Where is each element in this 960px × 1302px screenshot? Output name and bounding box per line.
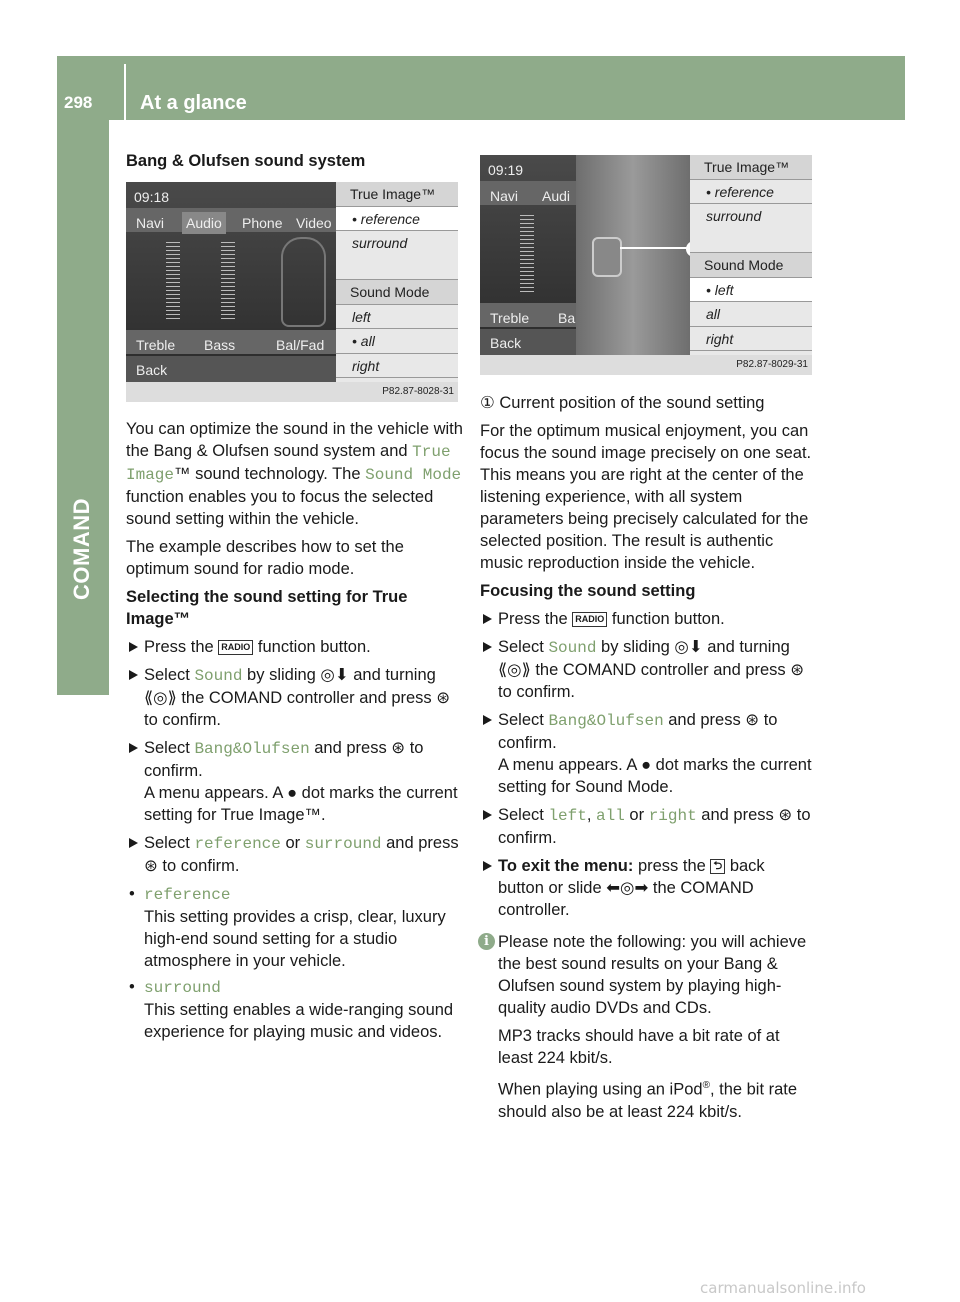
section-label: COMAND: [69, 498, 94, 600]
step: To exit the menu: press the ⮌ back button or slide ⬅◎➡ the COMAND controller.: [480, 855, 815, 921]
tab-navi: Navi: [136, 215, 165, 231]
screen-time: 09:18: [134, 189, 170, 205]
screen-figure-2: [480, 155, 812, 375]
section-tab: [57, 120, 109, 695]
tab-audio: Audi: [542, 188, 571, 204]
info-note: i Please note the following: you will achieve the best sound results on your Bang & Olufsen sound system by playing high-quality audio DVDs and CDs. MP3 tracks should have a bit rate of at least 224 kbit/s. When playing using an iPod®, the bit rate should also be at least 224 kbit/s.: [480, 931, 815, 1123]
control-balfad: Bal/Fad: [276, 337, 325, 353]
figure-caption: P82.87-8029-31: [480, 355, 812, 375]
screen-figure-1: [126, 182, 458, 402]
tab-audio: Audio: [182, 212, 226, 234]
figure-caption: P82.87-8028-31: [126, 382, 458, 402]
back-label: Back: [136, 362, 168, 378]
page-number: 298: [64, 93, 93, 112]
step: Select Sound by sliding ◎⬇ and turning ⟪◎⟫ the COMAND controller and press ⊛ to confirm.: [126, 664, 464, 731]
tab-phone: Phone: [242, 215, 283, 231]
treble-slider: [166, 242, 180, 322]
tab-video: Video: [296, 215, 332, 231]
header-divider: [124, 64, 126, 120]
control-bass: Bass: [204, 337, 236, 353]
step: Select Bang&Olufsen and press ⊛ to confirm. A menu appears. A ● dot marks the current setting for True Image™.: [126, 737, 464, 826]
bass-slider: [221, 242, 235, 322]
seat-position-icon: [592, 237, 622, 277]
screen-menu: True Image™ • reference surround Sound Mode • left all right: [690, 155, 812, 355]
screen-menu: True Image™ • reference surround Sound Mode left • all right: [336, 182, 458, 382]
step: Select left, all or right and press ⊛ to confirm.: [480, 804, 815, 849]
info-icon: i: [478, 933, 495, 950]
step: Press the RADIO function button.: [126, 636, 464, 658]
bullet-item: • surround This setting enables a wide-ranging sound experience for playing music and videos.: [126, 976, 464, 1043]
step: Select reference or surround and press ⊛ to confirm.: [126, 832, 464, 877]
car-outline: [281, 237, 326, 327]
step: Select Bang&Olufsen and press ⊛ to confirm. A menu appears. A ● dot marks the current setting for Sound Mode.: [480, 709, 815, 798]
treble-slider: [520, 215, 534, 295]
section-heading: Bang & Olufsen sound system: [126, 152, 366, 170]
control-bass: Ba: [558, 310, 576, 326]
control-treble: Treble: [490, 310, 530, 326]
intro-paragraph: You can optimize the sound in the vehicle with the Bang & Olufsen sound system and True Image™ sound technology. The Sound Mode function enables you to focus the selected sound setting within the vehicle.: [126, 420, 463, 528]
example-paragraph: The example describes how to set the optimum sound for radio mode.: [126, 538, 404, 578]
control-treble: Treble: [136, 337, 176, 353]
subheading: Selecting the sound setting for True Image™: [126, 588, 408, 628]
description-paragraph: For the optimum musical enjoyment, you can focus the sound image precisely on one seat. This means you are right at the center of the listening experience, with all system parameters being precisely calculated for the selected position. The result is authentic music reproduction inside the vehicle.: [480, 422, 812, 572]
back-key-icon: ⮌: [710, 859, 725, 874]
watermark: carmanualsonline.info: [700, 1279, 866, 1297]
left-column: [126, 150, 464, 1047]
screen-time: 09:19: [488, 162, 524, 178]
subheading: Focusing the sound setting: [480, 582, 696, 600]
tab-navi: Navi: [490, 188, 519, 204]
step: Select Sound by sliding ◎⬇ and turning ⟪◎⟫ the COMAND controller and press ⊛ to confirm.: [480, 636, 815, 703]
bullet-item: • reference This setting provides a crisp, clear, luxury high-end sound setting for a studio atmosphere in your vehicle.: [126, 883, 464, 972]
right-column: [480, 392, 815, 1129]
step: Press the RADIO function button.: [480, 608, 815, 630]
legend: ① Current position of the sound setting: [480, 394, 765, 412]
back-label: Back: [490, 335, 522, 351]
page-title: At a glance: [140, 92, 247, 114]
